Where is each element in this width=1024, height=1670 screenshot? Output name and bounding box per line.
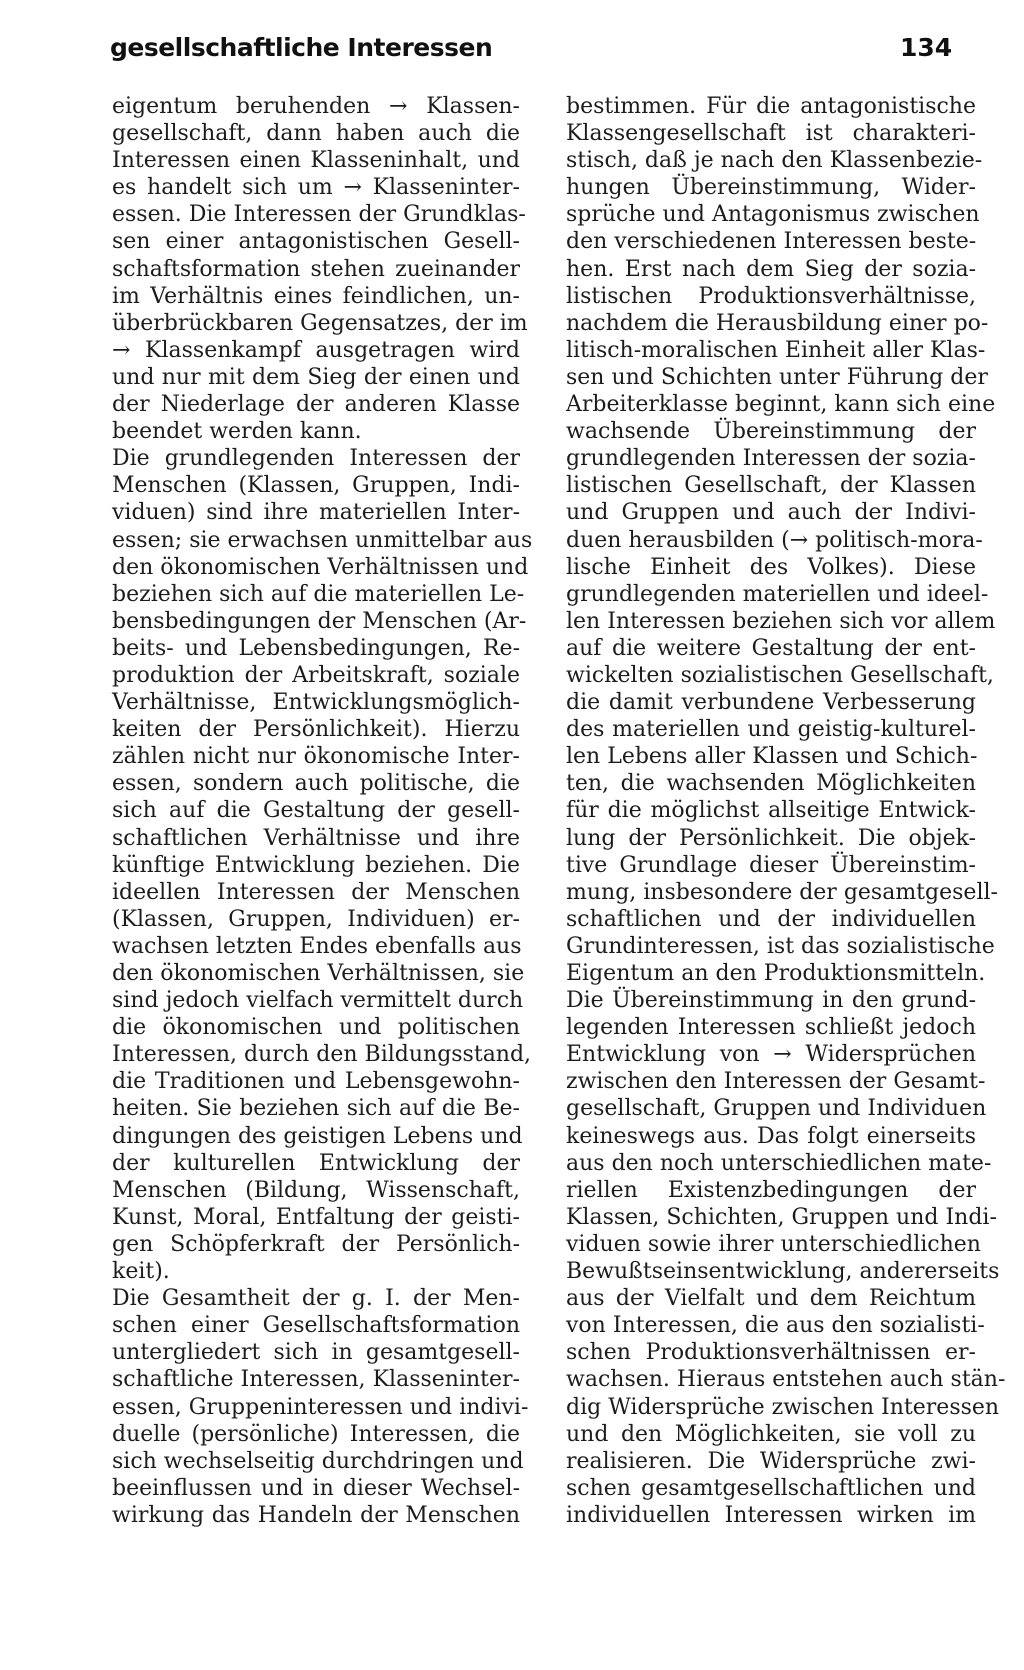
text-line: grundlegenden Interessen der sozia- [566,446,976,472]
text-line: Verhältnisse, Entwicklungsmöglich- [112,690,520,716]
text-line: Eigentum an den Produktionsmitteln. [566,961,986,986]
text-line: sich auf die Gestaltung der gesell- [112,798,520,824]
text-line: schen Produktionsverhältnissen er- [566,1340,976,1366]
text-line: viduen sowie ihrer unterschiedlichen [566,1231,981,1257]
text-line: Interessen einen Klasseninhalt, und [112,148,520,174]
text-line: Interessen, durch den Bildungsstand, [112,1042,532,1068]
text-line: Bewußtseinsentwicklung, andererseits [566,1259,1000,1285]
text-line: dingungen des geistigen Lebens und [112,1123,523,1149]
text-line: wirkung das Handeln der Menschen [112,1502,520,1528]
text-line: len Interessen beziehen sich vor allem [566,608,996,634]
text-line: gesellschaft, Gruppen und Individuen [566,1096,987,1122]
text-line: essen; sie erwachsen unmittelbar aus [112,527,533,553]
text-line: Grundinteressen, ist das sozialistische [566,933,995,959]
text-line: keiten der Persönlichkeit). Hierzu [112,717,520,743]
text-line: sind jedoch vielfach vermittelt durch [112,988,524,1014]
text-line: individuellen Interessen wirken im [566,1502,976,1528]
text-line: Menschen (Bildung, Wissenschaft, [112,1177,520,1203]
text-line: heiten. Sie beziehen sich auf die Be- [112,1096,520,1122]
text-line: wickelten sozialistischen Gesellschaft, [566,662,994,688]
text-line: schaftsformation stehen zueinander [112,256,520,282]
text-line: künftige Entwicklung beziehen. Die [112,852,520,878]
text-line: nachdem die Herausbildung einer po- [566,310,989,336]
text-line: wachsen. Hieraus entstehen auch stän- [566,1367,1006,1393]
text-line: mung, insbesondere der gesamtgesell- [566,879,998,905]
text-line: den ökonomischen Verhältnissen und [112,554,529,580]
text-line: ten, die wachsenden Möglichkeiten [566,771,976,797]
text-line: essen. Die Interessen der Grundklas- [112,202,526,228]
text-line: aus der Vielfalt und dem Reichtum [566,1286,976,1312]
text-line: beeinflussen und in dieser Wechsel- [112,1475,520,1501]
text-line: untergliedert sich in gesamtgesell- [112,1340,520,1366]
text-line: Kunst, Moral, Entfaltung der geisti- [112,1204,520,1230]
text-line: Die Gesamtheit der g. I. der Men- [112,1286,520,1312]
text-line: Die grundlegenden Interessen der [112,446,520,472]
text-line: zwischen den Interessen der Gesamt- [566,1069,986,1095]
text-line: sprüche und Antagonismus zwischen [566,202,980,228]
text-line: sen einer antagonistischen Gesell- [112,229,520,255]
text-line: hungen Übereinstimmung, Wider- [566,175,976,201]
text-line: lische Einheit des Volkes). Diese [566,554,976,580]
text-line: Arbeiterklasse beginnt, kann sich eine [566,392,996,418]
text-line: grundlegenden materiellen und ideel- [566,581,989,607]
text-line: schen gesamtgesellschaftlichen und [566,1475,976,1501]
page-number: 134 [900,33,953,62]
text-line: Die Übereinstimmung in den grund- [566,988,976,1014]
text-line: dig Widersprüche zwischen Interessen [566,1394,1000,1420]
text-line: beziehen sich auf die materiellen Le- [112,581,525,607]
text-line: Entwicklung von → Widersprüchen [566,1042,976,1068]
text-line: sen und Schichten unter Führung der [566,364,988,390]
text-line: essen, Gruppeninteressen und indivi- [112,1394,529,1420]
text-line: listischen Gesellschaft, der Klassen [566,473,976,499]
text-line: und den Möglichkeiten, sie voll zu [566,1421,976,1447]
text-line: legenden Interessen schließt jedoch [566,1015,976,1041]
text-line: der kulturellen Entwicklung der [112,1150,520,1176]
text-line: schaftlichen Verhältnisse und ihre [112,825,520,851]
text-line: überbrückbaren Gegensatzes, der im [112,310,528,336]
text-line: von Interessen, die aus den sozialisti- [566,1313,985,1339]
text-line: len Lebens aller Klassen und Schich- [566,744,978,770]
text-line: Klassen, Schichten, Gruppen und Indi- [566,1204,997,1230]
text-line: den ökonomischen Verhältnissen, sie [112,961,525,986]
text-line: (Klassen, Gruppen, Individuen) er- [112,906,520,932]
text-line: riellen Existenzbedingungen der [566,1177,976,1203]
text-line: Klassengesellschaft ist charakteri- [566,121,976,147]
text-line: lung der Persönlichkeit. Die objek- [566,825,976,851]
text-line: wachsende Übereinstimmung der [566,419,976,445]
text-line: hen. Erst nach dem Sieg der sozia- [566,256,976,282]
text-line: auf die weitere Gestaltung der ent- [566,635,976,661]
text-line: für die möglichst allseitige Entwick- [566,798,976,824]
running-header-title: gesellschaftliche Interessen [110,33,493,62]
text-line: schaftlichen und der individuellen [566,906,976,932]
text-line: gesellschaft, dann haben auch die [112,121,520,147]
text-line: es handelt sich um → Klasseninter- [112,175,520,201]
text-line: zählen nicht nur ökonomische Inter- [112,744,520,770]
text-line: schen einer Gesellschaftsformation [112,1313,520,1339]
right-text-column [566,93,1006,1529]
text-line: duen herausbilden (→ politisch-mora- [566,527,983,553]
text-line: stisch, daß je nach den Klassenbezie- [566,148,983,174]
text-line: eigentum beruhenden → Klassen- [112,94,520,119]
text-line: des materiellen und geistig-kulturel- [566,717,976,743]
text-line: die ökonomischen und politischen [112,1015,520,1041]
text-line: sich wechselseitig durchdringen und [112,1448,524,1474]
text-line: essen, sondern auch politische, die [112,771,520,797]
text-line: die damit verbundene Verbesserung [566,690,976,716]
text-line: keit). [112,1259,170,1285]
text-line: ideellen Interessen der Menschen [112,879,520,905]
text-line: tive Grundlage dieser Übereinstim- [566,852,976,878]
text-line: litisch-moralischen Einheit aller Klas- [566,337,986,363]
left-text-column [112,93,533,1529]
text-line: → Klassenkampf ausgetragen wird [112,337,520,363]
text-line: realisieren. Die Widersprüche zwi- [566,1448,976,1474]
text-line: wachsen letzten Endes ebenfalls aus [112,933,522,959]
text-line: viduen) sind ihre materiellen Inter- [112,500,520,526]
text-line: aus den noch unterschiedlichen mate- [566,1150,992,1176]
text-line: gen Schöpferkraft der Persönlich- [112,1231,520,1257]
text-line: keineswegs aus. Das folgt einerseits [566,1123,976,1149]
text-line: im Verhältnis eines feindlichen, un- [112,283,520,309]
text-line: produktion der Arbeitskraft, soziale [112,662,520,688]
text-line: und Gruppen und auch der Indivi- [566,500,976,526]
text-line: bensbedingungen der Menschen (Ar- [112,608,527,634]
text-line: Menschen (Klassen, Gruppen, Indi- [112,473,520,499]
text-line: beendet werden kann. [112,419,362,445]
text-line: den verschiedenen Interessen beste- [566,229,977,255]
text-line: beits- und Lebensbedingungen, Re- [112,635,520,661]
text-line: bestimmen. Für die antagonistische [566,94,976,119]
text-line: der Niederlage der anderen Klasse [112,392,520,418]
text-line: schaftliche Interessen, Klasseninter- [112,1367,520,1393]
text-line: und nur mit dem Sieg der einen und [112,364,520,390]
text-line: duelle (persönliche) Interessen, die [112,1421,520,1447]
text-line: die Traditionen und Lebensgewohn- [112,1069,520,1095]
text-line: listischen Produktionsverhältnisse, [566,283,976,309]
